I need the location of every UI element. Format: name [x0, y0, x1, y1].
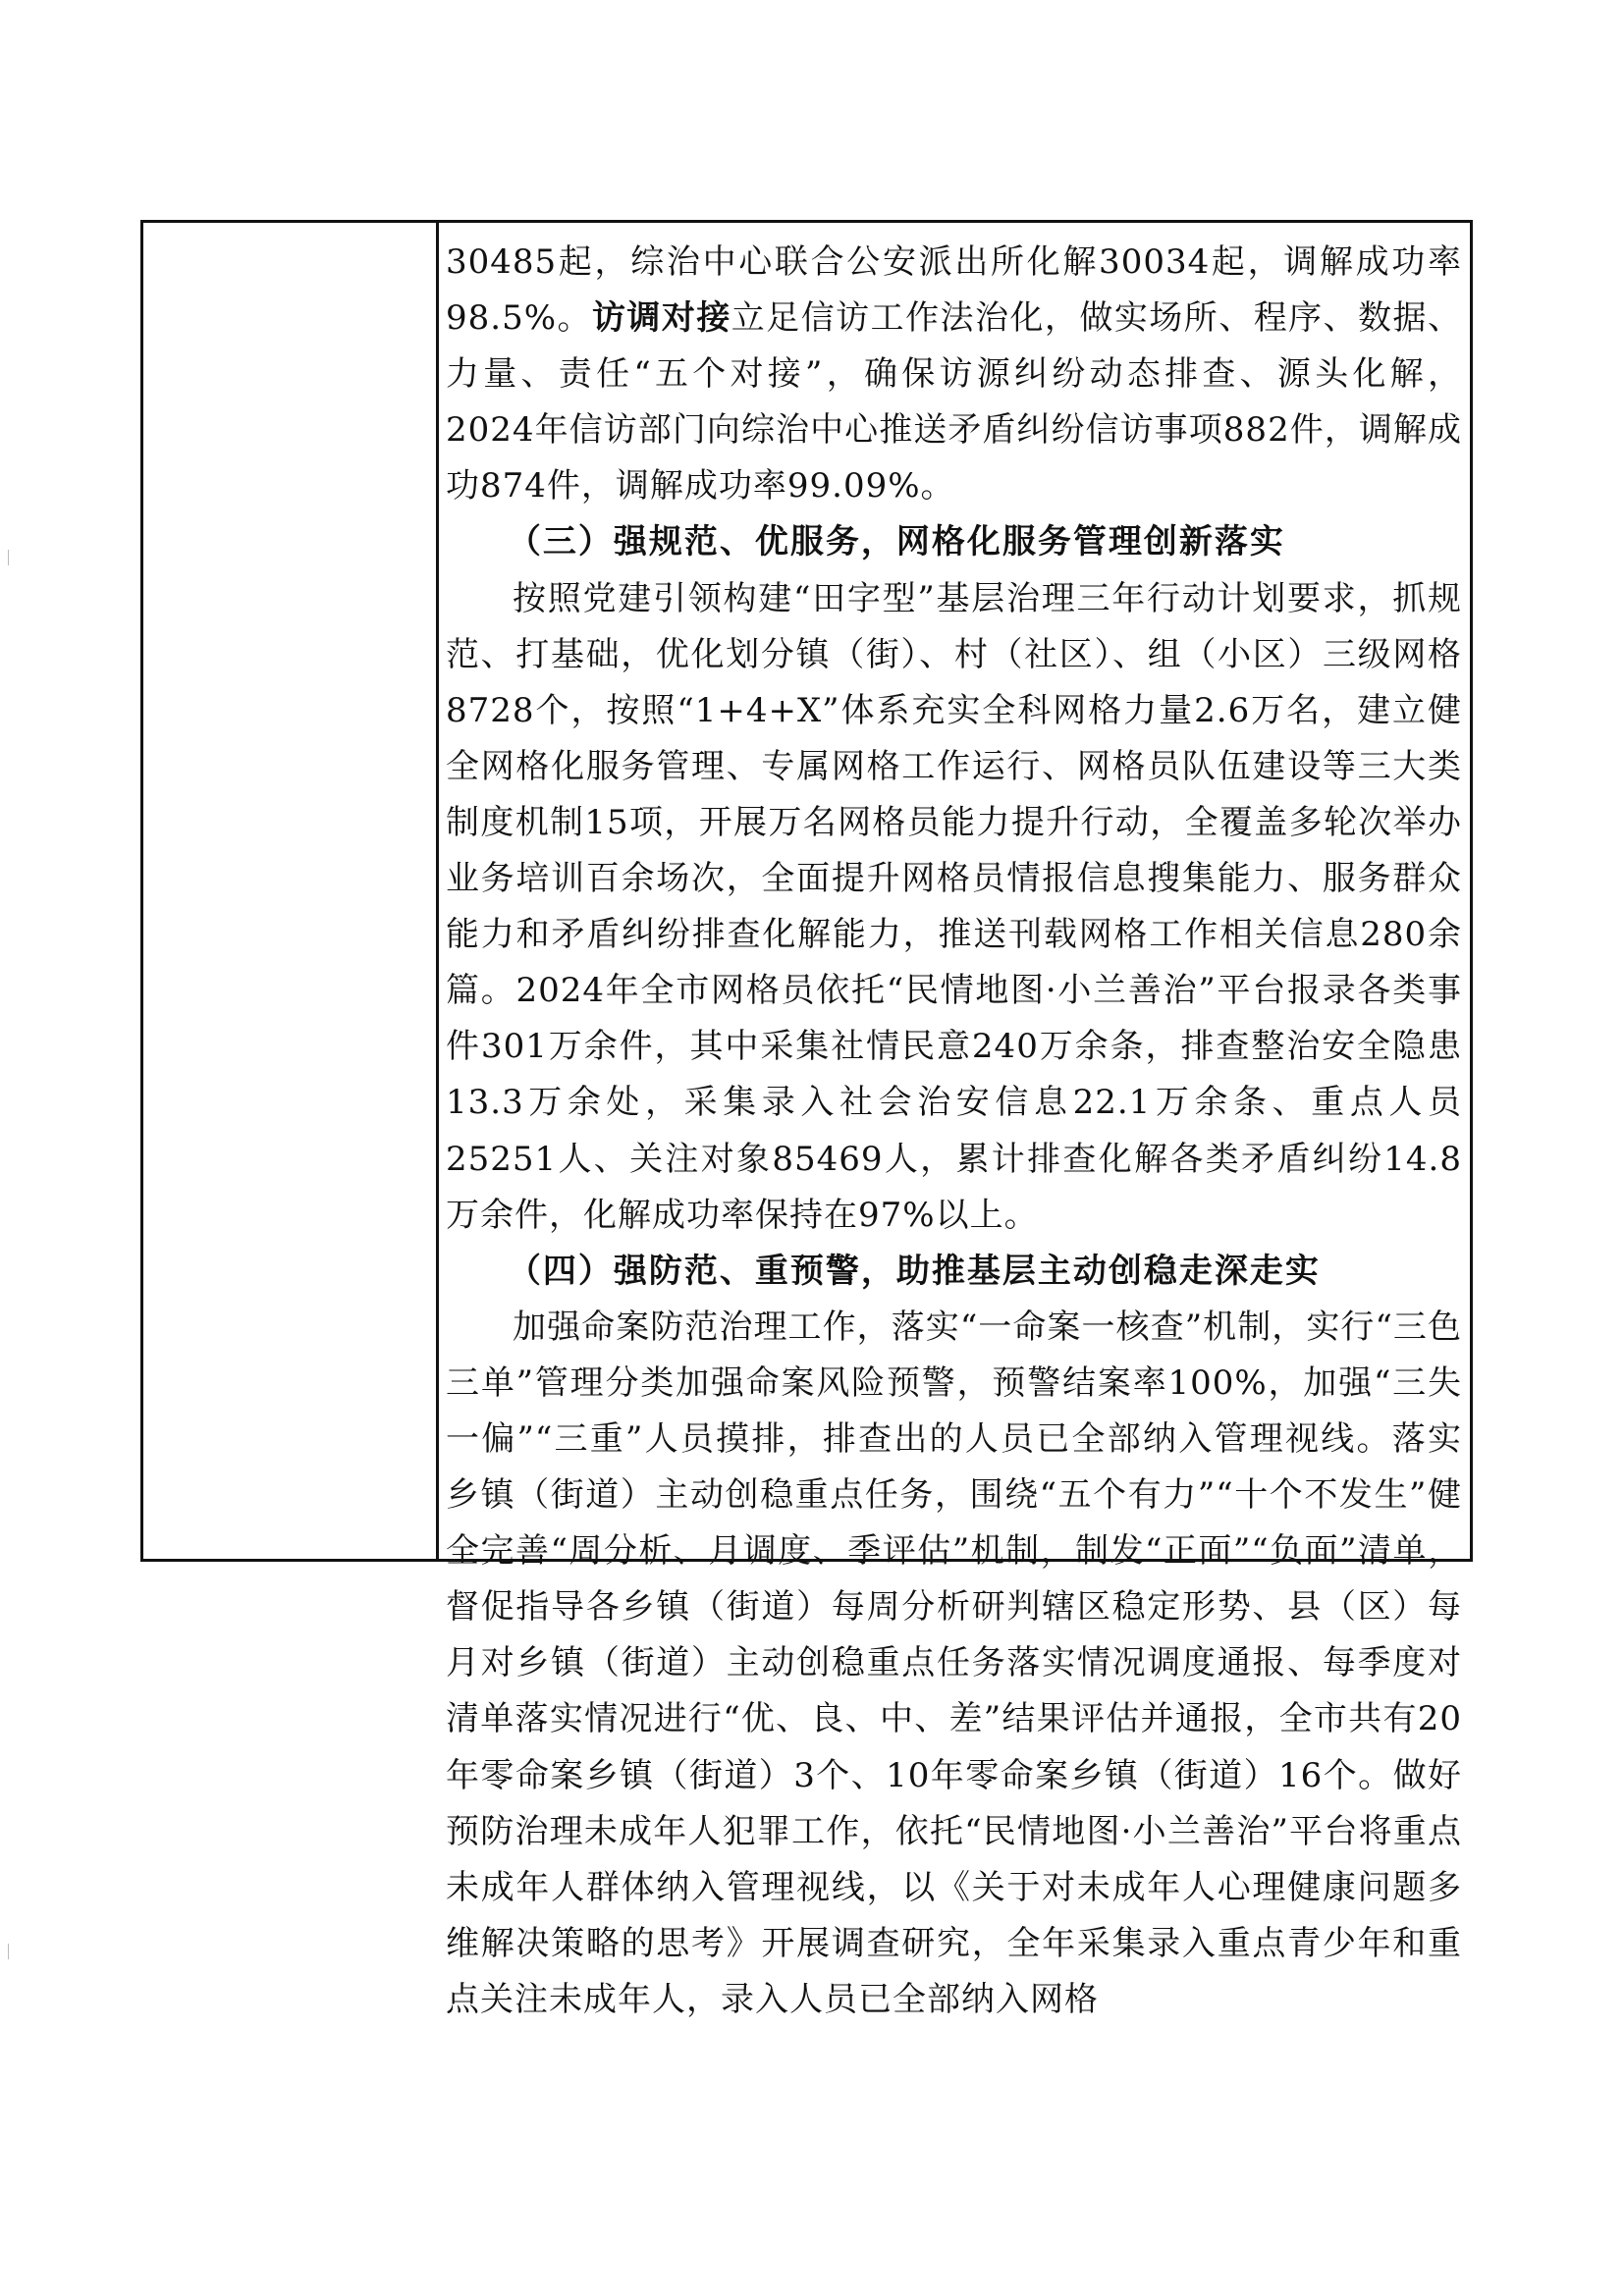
body-paragraph	[446, 571, 1462, 1244]
content-cell	[446, 235, 1462, 2028]
scan-artifact	[8, 1944, 9, 1959]
text-run: 按照党建引领构建“田字型”基层治理三年行动计划要求，抓规范、打基础，优化划分镇（街）、村（社区）、组（小区）三级网格8728个，按照“1+4+X”体系充实全科网格力量2.6万名，建立健全网格化服务管理、专属网格工作运行、网格员队伍建设等三大类制度机制15项，开展万名网格员能力提升行动，全覆盖多轮次举办业务培训百余场次，全面提升网格员情报信息搜集能力、服务群众能力和矛盾纠纷排查化解能力，推送刊载网格工作相关信息280余篇。2024年全市网格员依托“民情地图·小兰善治”平台报录各类事件301万余件，其中采集社情民意240万余条，排查整治安全隐患13.3万余处，采集录入社会治安信息22.1万余条、重点人员25251人、关注对象85469人，累计排查化解各类矛盾纠纷14.8万余件，化解成功率保持在97%以上。	[446, 578, 1462, 1235]
bold-phrase: （三）强规范、优服务，网格化服务管理创新落实	[507, 522, 1285, 562]
document-table	[140, 220, 1473, 2019]
body-paragraph	[446, 1300, 1462, 2028]
text-run: 加强命案防范治理工作，落实“一命案一核查”机制，实行“三色三单”管理分类加强命案风险预警，预警结案率100%，加强“三失一偏”“三重”人员摸排，排查出的人员已全部纳入管理视线。落实乡镇（街道）主动创稳重点任务，围绕“五个有力”“十个不发生”健全完善“周分析、月调度、季评估”机制，制发“正面”“负面”清单，督促指导各乡镇（街道）每周分析研判辖区稳定形势、县（区）每月对乡镇（街道）主动创稳重点任务落实情况调度通报、每季度对清单落实情况进行“优、良、中、差”结果评估并通报，全市共有20年零命案乡镇（街道）3个、10年零命案乡镇（街道）16个。做好预防治理未成年人犯罪工作，依托“民情地图·小兰善治”平台将重点未成年人群体纳入管理视线，以《关于对未成年人心理健康问题多维解决策略的思考》开展调查研究，全年采集录入重点青少年和重点关注未成年人，录入人员已全部纳入网格	[446, 1307, 1462, 2019]
text-run: 30485起，综治中心联合公安派出所化解30034起，调解成功率98.5%。	[446, 242, 1462, 339]
bold-phrase: （四）强防范、重预警，助推基层主动创稳走深走实	[507, 1251, 1321, 1291]
section-heading	[446, 1244, 1462, 1300]
section-heading	[446, 514, 1462, 570]
bold-phrase: 访调对接	[591, 298, 731, 339]
text-run: 立足信访工作法治化，做实场所、程序、数据、力量、责任“五个对接”，确保访源纠纷动态排查、源头化解，2024年信访部门向综治中心推送矛盾纠纷信访事项882件，调解成功874件，调解成功率99.09%。	[446, 298, 1462, 507]
left-cell	[143, 223, 439, 1559]
scan-artifact	[8, 550, 9, 565]
body-paragraph	[446, 235, 1462, 514]
